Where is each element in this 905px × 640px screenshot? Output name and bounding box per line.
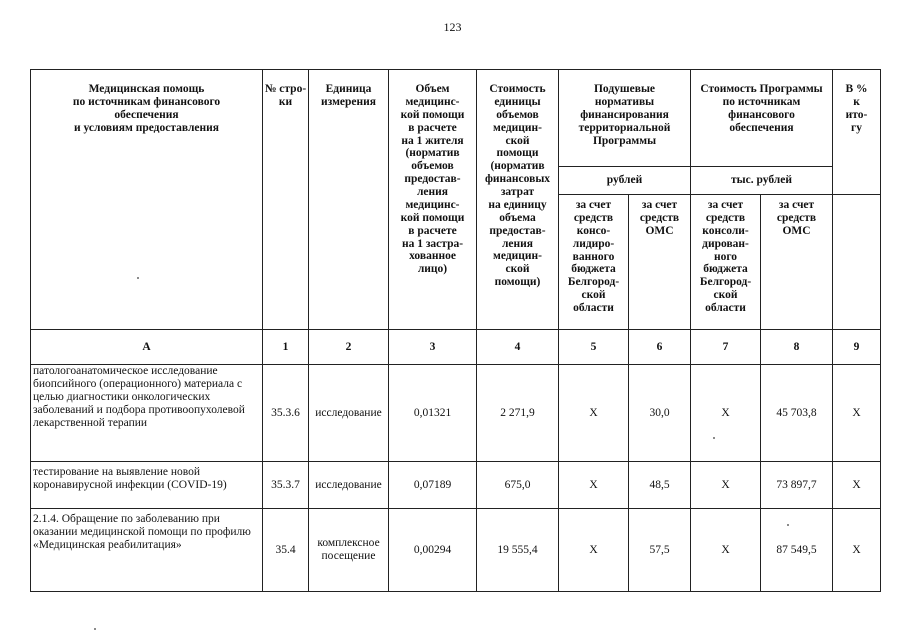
row-unit: исследование [309,365,389,462]
header-budget-norm: за счет средств консо- лидиро- ванного бюджета Белгород- ской области [559,195,629,330]
row-description: патологоанатомическое исследование биопсийного (операционного) материала с целью диагностики онкологических заболеваний и подбора противоопухолевой лекарственной терапии [31,365,263,462]
row-line-number: 35.3.6 [263,365,309,462]
column-index: 1 [263,330,309,365]
page-number: 123 [443,20,462,34]
row-line-number: 35.3.7 [263,462,309,509]
column-index: 8 [761,330,833,365]
header-unit-thousand-rubles: тыс. рублей [691,167,833,195]
header-percent: В % к ито- гу [833,70,881,195]
column-index: А [31,330,263,365]
scan-speck [137,277,139,279]
scan-speck [94,628,96,630]
financing-table [30,69,881,592]
row-percent: Х [833,462,881,509]
column-index: 7 [691,330,761,365]
header-percent-blank [833,195,881,330]
column-index: 3 [389,330,477,365]
row-budget-norm: Х [559,365,629,462]
header-oms-norm: за счет средств ОМС [629,195,691,330]
column-index: 5 [559,330,629,365]
column-index: 2 [309,330,389,365]
header-unit-cost: Стоимость единицы объемов медицин- ской помощи (норматив финансовых затрат на единицу объема предостав- ления медицин- ской помощи) [477,70,559,330]
scan-speck [713,437,715,439]
row-volume: 0,07189 [389,462,477,509]
row-unit-cost: 675,0 [477,462,559,509]
header-volume: Объем медицинс- кой помощи в расчете на 1 жителя (норматив объемов предостав- ления медицинс- кой помощи в расчете на 1 застра- хованное лицо) [389,70,477,330]
row-oms-total: 45 703,8 [761,365,833,462]
header-program-cost: Стоимость Программы по источникам финансового обеспечения [691,70,833,167]
row-budget-norm: Х [559,462,629,509]
row-volume: 0,01321 [389,365,477,462]
row-percent: Х [833,365,881,462]
header-medical-care: Медицинская помощь по источникам финансового обеспечения и условиям предоставления [31,70,263,330]
scan-speck [787,524,789,526]
row-budget-total: Х [691,509,761,592]
row-line-number: 35.4 [263,509,309,592]
row-description: тестирование на выявление новой коронавирусной инфекции (COVID-19) [31,462,263,509]
row-oms-norm: 48,5 [629,462,691,509]
row-volume: 0,00294 [389,509,477,592]
row-budget-total: Х [691,462,761,509]
table-row [31,365,881,462]
row-oms-total: 73 897,7 [761,462,833,509]
row-budget-total: Х [691,365,761,462]
column-index: 4 [477,330,559,365]
header-unit-rubles: рублей [559,167,691,195]
header-oms-total: за счет средств ОМС [761,195,833,330]
column-index: 9 [833,330,881,365]
row-unit-cost: 2 271,9 [477,365,559,462]
header-unit: Единица измерения [309,70,389,330]
row-percent: Х [833,509,881,592]
row-budget-norm: Х [559,509,629,592]
header-per-capita-norms: Подушевые нормативы финансирования территориальной Программы [559,70,691,167]
row-oms-total: 87 549,5 [761,509,833,592]
row-unit: исследование [309,462,389,509]
row-description: 2.1.4. Обращение по заболеванию при оказании медицинской помощи по профилю «Медицинская реабилитация» [31,509,263,592]
table-row [31,462,881,509]
row-unit: комплексное посещение [309,509,389,592]
header-line-number: № стро- ки [263,70,309,330]
table-row [31,509,881,592]
row-oms-norm: 57,5 [629,509,691,592]
column-index: 6 [629,330,691,365]
row-unit-cost: 19 555,4 [477,509,559,592]
header-budget-total: за счет средств консоли- дирован- ного бюджета Белгород- ской области [691,195,761,330]
row-oms-norm: 30,0 [629,365,691,462]
column-index-row [31,330,881,365]
